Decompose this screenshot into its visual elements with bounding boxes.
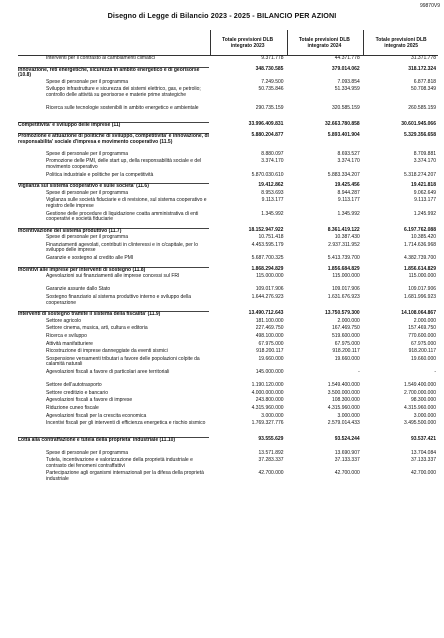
table-row-group	[18, 133, 438, 152]
row-description: Spese di personale per il programma	[46, 449, 128, 456]
table-header	[18, 30, 438, 56]
row-value-2024: 918.200.117	[332, 348, 360, 355]
row-description: Spese di personale per il programma	[46, 78, 128, 85]
row-description: Interventi di sostegno tramite il sistema della fiscalita' (11.9)	[18, 311, 209, 318]
row-value-2023: 918.200.117	[256, 348, 284, 355]
row-value-2023: 13.571.892	[258, 449, 284, 456]
row-value-2025: 98.300.000	[410, 397, 437, 404]
row-value-2025: 19.421.818	[410, 182, 436, 189]
row-value-2024: 32.663.780.858	[324, 121, 360, 128]
row-value-2025: 37.133.337	[410, 457, 437, 464]
row-value-2025: 2.700.000.000	[404, 389, 437, 396]
row-value-2023: 181.100.000	[255, 317, 284, 324]
row-value-2023: 243.800.000	[255, 397, 284, 404]
row-value-2023: 1.644.276.923	[251, 294, 284, 301]
header-description-spacer	[18, 30, 208, 55]
row-value-2025: 8.709.881	[413, 150, 437, 157]
row-value-2025: 67.975.000	[410, 340, 437, 347]
row-value-2023: 42.700.000	[258, 470, 284, 477]
row-value-2025: 1.549.400.000	[404, 382, 437, 389]
row-value-2025: 19.660.000	[410, 355, 437, 362]
row-description: Sostegno finanziario al sistema produttivo interno e sviluppo della cooperazione	[46, 294, 192, 306]
row-value-2024: 9.113.177	[337, 197, 360, 204]
row-description: Agevolazioni fiscali per la crescita economica	[46, 412, 147, 419]
row-description: Promozione delle PMI, delle start up, della responsabilità sociale e del movimento cooperativo	[46, 158, 202, 170]
row-value-2024: 13.690.907	[334, 449, 360, 456]
row-description: Settore cinema, musica, arti, cultura e editoria	[46, 325, 148, 332]
row-value-2025: 1.856.614.829	[404, 265, 436, 272]
row-value-2025: 115.000.000	[408, 273, 437, 280]
row-value-2023: 1.190.120.000	[251, 382, 284, 389]
row-value-2023: 50.735.846	[258, 86, 284, 93]
row-value-2024: 19.660.000	[334, 355, 360, 362]
row-description: Spese di personale per il programma	[46, 189, 128, 196]
row-value-2024: 3.500.000.000	[327, 389, 360, 396]
table-row	[18, 212, 438, 225]
row-description: Vigilanza sul sistema cooperativo e sulle societa' (11.6)	[18, 183, 209, 190]
row-value-2024: 2.000.000	[337, 317, 360, 324]
header-2024: Totale previsioni DLB integrato 2024	[287, 30, 362, 55]
row-description: Garanzie assunte dallo Stato	[46, 286, 111, 293]
row-description: Incentivi alle imprese per interventi di sostegno (11.8)	[18, 267, 209, 274]
table-row	[18, 471, 438, 484]
row-value-2025: 2.000.000	[413, 317, 437, 324]
row-value-2023: 3.000.000	[261, 412, 284, 419]
row-value-2025: 318.172.324	[408, 65, 436, 72]
row-description: Settore agricolo	[46, 317, 82, 324]
row-value-2024: 5.413.739.700	[327, 255, 360, 262]
row-description: Tutela, incentivazione e valorizzazione della proprietà industriale e contrasto dei fenomeni contraffattivi	[46, 457, 193, 469]
row-value-2024: 1.345.992	[337, 210, 360, 217]
row-value-2024: 67.975.000	[334, 340, 360, 347]
table-row	[18, 87, 438, 106]
row-value-2025: 50.708.349	[410, 86, 437, 93]
row-description: Gestione delle procedure di liquidazione coatta amministrativa di enti cooperativi e società fiduciarie	[46, 210, 199, 223]
row-value-2024: 108.300.000	[331, 397, 360, 404]
row-value-2023: 37.283.337	[258, 457, 284, 464]
row-value-2024: 19.425.456	[334, 182, 360, 189]
row-description: Politica industriale e politiche per la competitività	[46, 171, 154, 178]
table-row	[18, 106, 438, 119]
table-row-group	[18, 437, 438, 450]
row-value-2024: -	[358, 368, 360, 375]
row-value-2025: 13.704.084	[410, 449, 437, 456]
table-row-group	[18, 67, 438, 80]
row-value-2024: 5.883.334.207	[327, 171, 360, 178]
table-body	[18, 56, 438, 484]
row-value-2025: 3.495.500.000	[404, 420, 437, 427]
row-value-2024: 51.334.959	[334, 86, 360, 93]
row-value-2023: 7.249.500	[261, 78, 284, 85]
row-value-2024: 42.700.000	[334, 470, 360, 477]
row-description: Spese di personale per il programma	[46, 150, 128, 157]
row-value-2024: 109.017.906	[331, 286, 360, 293]
table-row	[18, 159, 438, 172]
row-description: Agevolazioni fiscali a favore di particolari aree territoriali	[46, 368, 170, 375]
row-value-2023: 13.490.712.643	[248, 310, 284, 317]
row-value-2024: 167.469.750	[331, 325, 360, 332]
row-value-2023: 3.374.170	[261, 158, 284, 165]
row-value-2024: 7.093.854	[337, 78, 360, 85]
row-description: Ricerca e sviluppo	[46, 333, 87, 339]
row-value-2025: 3.374.170	[413, 158, 437, 165]
row-description: Agevolazioni fiscali a favore di imprese	[46, 397, 133, 404]
row-value-2023: 8.880.097	[261, 150, 284, 157]
row-value-2024: 8.693.527	[337, 150, 360, 157]
row-value-2025: 31.371.778	[410, 55, 437, 61]
row-value-2024: 37.133.337	[334, 457, 360, 464]
table-row	[18, 173, 438, 181]
row-value-2023: 115.000.000	[256, 273, 284, 280]
row-description: Riduzione cuneo fiscale	[46, 404, 99, 411]
row-value-2023: 4.000.000.000	[251, 389, 284, 396]
row-description: Interventi per il contrasto ai cambiamenti climatici	[46, 55, 155, 61]
row-value-2025: 770.600.000	[408, 333, 437, 339]
table-row	[18, 357, 438, 370]
row-value-2025: 93.537.421	[410, 436, 436, 443]
table-row	[18, 256, 438, 264]
row-value-2023: 109.017.906	[255, 286, 284, 293]
row-value-2024: 1.549.400.000	[327, 382, 360, 389]
row-value-2025: 5.318.274.207	[404, 171, 437, 178]
row-value-2023: 93.555.629	[258, 436, 284, 443]
row-value-2025: 157.469.750	[408, 325, 437, 332]
row-value-2024: 320.585.159	[331, 105, 360, 112]
row-value-2024: 1.856.684.829	[327, 265, 360, 272]
row-value-2023: 19.412.862	[258, 182, 284, 189]
row-value-2025: 10.385.420	[410, 234, 437, 241]
budget-table	[18, 30, 438, 484]
row-value-2024: 8.361.419.122	[327, 226, 360, 233]
row-value-2024: 1.631.676.923	[327, 294, 360, 301]
row-value-2025: 4.315.960.000	[404, 404, 437, 411]
row-description: Garanzie e sostegno al credito alle PMI	[46, 255, 134, 262]
row-description: Agevolazioni sui finanziamenti alle imprese concessi sul FRI	[46, 273, 180, 280]
row-value-2025: 9.062.649	[413, 189, 437, 196]
row-value-2024: 5.893.401.904	[327, 131, 360, 138]
row-value-2025: 1.714.636.968	[404, 241, 437, 248]
row-value-2024: 519.600.000	[331, 333, 360, 339]
table-row	[18, 295, 438, 308]
row-description: Settore dell'autotrasporto	[46, 382, 102, 389]
row-value-2025: 5.329.356.658	[404, 131, 436, 138]
row-value-2025: 260.585.159	[408, 105, 437, 112]
table-row	[18, 421, 438, 434]
row-description: Attività manifatturiere	[46, 340, 93, 347]
row-value-2024: 4.315.960.000	[327, 404, 360, 411]
row-description: Ricerca sulle tecnologie sostenibili in ambito energetico e ambientale	[46, 105, 199, 112]
row-value-2023: 8.953.693	[261, 189, 284, 196]
row-value-2025: 30.601.945.066	[401, 121, 436, 128]
row-value-2025: 4.382.739.700	[404, 255, 437, 262]
row-value-2025: 6.877.818	[413, 78, 437, 85]
row-value-2024: 3.374.170	[337, 158, 360, 165]
row-value-2023: 18.152.947.922	[248, 226, 284, 233]
table-row	[18, 198, 438, 211]
row-value-2025: 9.113.177	[414, 197, 437, 204]
row-value-2023: 1.769.327.776	[251, 420, 284, 427]
row-value-2024: 13.750.579.300	[324, 310, 360, 317]
row-description: Sospensione versamenti tributari a favore delle popolazioni colpite da calamità naturali	[46, 355, 200, 368]
row-description: Promozione e attuazione di politiche di sviluppo, competitivita' e innovazione, di responsabilita' sociale d'impresa e movimento cooperativo (11.5)	[18, 132, 209, 145]
header-2025: Totale previsioni DLB integrato 2025	[363, 30, 438, 55]
row-value-2025: 109.017.906	[408, 286, 437, 293]
row-value-2024: 93.524.244	[334, 436, 360, 443]
row-value-2025: 918.200.117	[408, 348, 437, 355]
row-value-2023: 498.100.000	[255, 333, 284, 339]
row-description: Vigilanza sulle società fiduciarie e di revisione, sul sistema cooperativo e registro delle imprese	[46, 197, 207, 209]
row-description: Innovazione, reti energetiche, sicurezza in ambito energetico e di georisorse (10.8)	[18, 67, 209, 79]
table-row-group	[18, 122, 438, 130]
row-value-2023: 5.870.030.610	[251, 171, 284, 178]
row-value-2023: 290.735.159	[255, 105, 284, 112]
row-value-2025: -	[434, 368, 437, 375]
row-value-2023: 33.996.409.831	[248, 121, 284, 128]
row-value-2023: 4.315.960.000	[251, 404, 284, 411]
row-value-2023: 1.345.992	[261, 210, 284, 217]
row-description: Ricostruzione di imprese danneggiate da eventi sismici	[46, 348, 168, 355]
row-value-2025: 1.681.996.923	[404, 294, 437, 301]
row-description: Settore creditizio e bancario	[46, 389, 108, 396]
row-value-2024: 2.937.311.952	[328, 241, 360, 248]
row-description: Incentivazione del sistema produttivo (11.7)	[18, 228, 209, 235]
row-value-2023: 1.868.294.829	[251, 265, 284, 272]
table-row-group	[18, 311, 438, 319]
header-2023: Totale previsioni DLB integrato 2023	[210, 30, 285, 55]
row-value-2023: 145.000.000	[255, 368, 284, 375]
row-value-2025: 42.700.000	[410, 470, 437, 477]
document-code: 99870V9	[419, 3, 440, 9]
row-value-2024: 115.000.000	[332, 273, 360, 280]
row-value-2023: 348.730.585	[255, 65, 284, 72]
table-row	[18, 56, 438, 64]
row-value-2024: 379.014.062	[331, 65, 360, 72]
page-title: Disegno di Legge di Bilancio 2023 - 2025 - BILANCIO PER AZIONI	[107, 11, 337, 20]
row-value-2023: 5.880.204.877	[251, 131, 284, 138]
row-description: Spese di personale per il programma	[46, 234, 128, 241]
row-value-2025: 6.197.762.088	[404, 226, 436, 233]
row-value-2023: 19.660.000	[258, 355, 284, 362]
row-value-2023: 9.371.778	[261, 55, 284, 61]
row-value-2024: 44.371.778	[334, 55, 360, 61]
row-value-2023: 9.113.177	[261, 197, 284, 204]
row-description: Partecipazione agli organismi internazionali per la difesa della proprietà industriale	[46, 470, 204, 482]
row-value-2025: 3.000.000	[413, 412, 437, 419]
row-value-2025: 14.108.064.867	[401, 310, 436, 317]
row-description: Finanziamenti agevolati, contributi in c/interessi e in c/capitale, per lo sviluppo delle imprese	[46, 241, 199, 254]
row-value-2023: 5.687.700.325	[251, 255, 284, 262]
row-value-2024: 2.579.014.433	[327, 420, 360, 427]
row-description: Incentivi fiscali per gli interventi di efficienza energetica e rischio sismico	[46, 420, 206, 427]
row-value-2023: 67.975.000	[258, 340, 284, 347]
row-value-2024: 3.000.000	[337, 412, 360, 419]
row-value-2023: 227.469.750	[255, 325, 284, 332]
row-value-2025: 1.245.992	[413, 210, 437, 217]
row-description: Sviluppo infrastrutture e sicurezza dei sistemi elettrico, gas, e petrolio; controllo delle attività su georisorse e materie prime strategiche	[46, 86, 201, 98]
row-value-2024: 8.944.287	[337, 189, 360, 196]
row-value-2024: 10.387.430	[334, 234, 360, 241]
row-description: Competitivita' e sviluppo delle imprese (11)	[18, 122, 209, 129]
row-value-2023: 10.751.418	[258, 234, 284, 241]
row-description: Lotta alla contraffazione e tutela della proprieta' industriale (11.10)	[18, 437, 209, 444]
row-value-2023: 4.453.595.179	[251, 241, 284, 248]
